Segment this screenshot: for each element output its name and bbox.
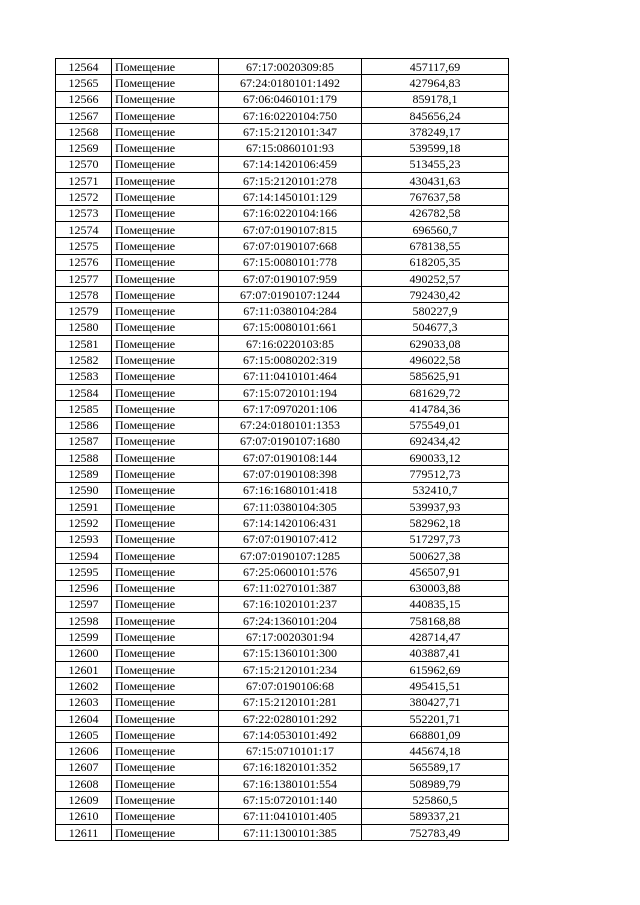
table-row	[56, 433, 509, 449]
row-number: 12607	[56, 759, 112, 775]
table-row	[56, 140, 509, 156]
table-row	[56, 499, 509, 515]
cadastral-number: 67:15:1360101:300	[219, 645, 362, 661]
object-type: Помещение	[112, 808, 219, 824]
cadastral-value: 580227,9	[362, 303, 509, 319]
cadastral-number: 67:16:1020101:237	[219, 596, 362, 612]
cadastral-number: 67:11:0380104:305	[219, 499, 362, 515]
cadastral-number: 67:15:0080202:319	[219, 352, 362, 368]
cadastral-value: 532410,7	[362, 482, 509, 498]
cadastral-number: 67:17:0020301:94	[219, 629, 362, 645]
row-number: 12610	[56, 808, 112, 824]
object-type: Помещение	[112, 694, 219, 710]
table-row	[56, 678, 509, 694]
cadastral-value: 517297,73	[362, 531, 509, 547]
object-type: Помещение	[112, 368, 219, 384]
row-number: 12565	[56, 75, 112, 91]
row-number: 12570	[56, 156, 112, 172]
object-type: Помещение	[112, 759, 219, 775]
cadastral-number: 67:15:2120101:281	[219, 694, 362, 710]
row-number: 12583	[56, 368, 112, 384]
cadastral-number: 67:15:0080101:661	[219, 319, 362, 335]
cadastral-value: 585625,91	[362, 368, 509, 384]
cadastral-value: 615962,69	[362, 661, 509, 677]
row-number: 12609	[56, 792, 112, 808]
row-number: 12569	[56, 140, 112, 156]
cadastral-number: 67:15:0710101:17	[219, 743, 362, 759]
table-row	[56, 156, 509, 172]
object-type: Помещение	[112, 613, 219, 629]
cadastral-number: 67:11:0270101:387	[219, 580, 362, 596]
cadastral-number: 67:07:0190107:1244	[219, 287, 362, 303]
row-number: 12606	[56, 743, 112, 759]
object-type: Помещение	[112, 482, 219, 498]
row-number: 12581	[56, 336, 112, 352]
table-row	[56, 401, 509, 417]
object-type: Помещение	[112, 596, 219, 612]
object-type: Помещение	[112, 303, 219, 319]
object-type: Помещение	[112, 238, 219, 254]
row-number: 12589	[56, 466, 112, 482]
row-number: 12564	[56, 59, 112, 75]
cadastral-number: 67:11:0380104:284	[219, 303, 362, 319]
cadastral-number: 67:07:0190108:144	[219, 450, 362, 466]
cadastral-number: 67:16:1380101:554	[219, 776, 362, 792]
row-number: 12582	[56, 352, 112, 368]
row-number: 12591	[56, 499, 112, 515]
cadastral-value: 582962,18	[362, 515, 509, 531]
object-type: Помещение	[112, 59, 219, 75]
table-row	[56, 564, 509, 580]
object-type: Помещение	[112, 156, 219, 172]
row-number: 12597	[56, 596, 112, 612]
table-row	[56, 254, 509, 270]
row-number: 12595	[56, 564, 112, 580]
cadastral-value: 414784,36	[362, 401, 509, 417]
cadastral-number: 67:14:1420106:459	[219, 156, 362, 172]
cadastral-value: 681629,72	[362, 384, 509, 400]
object-type: Помещение	[112, 466, 219, 482]
cadastral-value: 427964,83	[362, 75, 509, 91]
object-type: Помещение	[112, 645, 219, 661]
object-type: Помещение	[112, 205, 219, 221]
object-type: Помещение	[112, 352, 219, 368]
table-row	[56, 336, 509, 352]
cadastral-value: 428714,47	[362, 629, 509, 645]
cadastral-number: 67:07:0190107:668	[219, 238, 362, 254]
row-number: 12567	[56, 107, 112, 123]
object-type: Помещение	[112, 580, 219, 596]
cadastral-value: 490252,57	[362, 270, 509, 286]
object-type: Помещение	[112, 401, 219, 417]
table-row	[56, 743, 509, 759]
object-type: Помещение	[112, 678, 219, 694]
row-number: 12600	[56, 645, 112, 661]
object-type: Помещение	[112, 824, 219, 840]
cadastral-number: 67:16:0220103:85	[219, 336, 362, 352]
cadastral-value: 378249,17	[362, 124, 509, 140]
cadastral-value: 403887,41	[362, 645, 509, 661]
cadastral-value: 629033,08	[362, 336, 509, 352]
cadastral-value: 430431,63	[362, 173, 509, 189]
cadastral-number: 67:22:0280101:292	[219, 710, 362, 726]
table-row	[56, 221, 509, 237]
cadastral-number: 67:15:0720101:194	[219, 384, 362, 400]
object-type: Помещение	[112, 189, 219, 205]
cadastral-value: 696560,7	[362, 221, 509, 237]
table-row	[56, 238, 509, 254]
cadastral-value: 767637,58	[362, 189, 509, 205]
cadastral-value: 457117,69	[362, 59, 509, 75]
row-number: 12608	[56, 776, 112, 792]
cadastral-number: 67:11:0410101:464	[219, 368, 362, 384]
table-row	[56, 792, 509, 808]
object-type: Помещение	[112, 254, 219, 270]
object-type: Помещение	[112, 661, 219, 677]
object-type: Помещение	[112, 564, 219, 580]
object-type: Помещение	[112, 91, 219, 107]
table-row	[56, 482, 509, 498]
table-row	[56, 466, 509, 482]
cadastral-value: 792430,42	[362, 287, 509, 303]
cadastral-value: 589337,21	[362, 808, 509, 824]
table-row	[56, 515, 509, 531]
table-row	[56, 808, 509, 824]
cadastral-value: 456507,91	[362, 564, 509, 580]
object-type: Помещение	[112, 384, 219, 400]
row-number: 12584	[56, 384, 112, 400]
row-number: 12598	[56, 613, 112, 629]
object-type: Помещение	[112, 629, 219, 645]
cadastral-number: 67:24:1360101:204	[219, 613, 362, 629]
cadastral-number: 67:07:0190107:1680	[219, 433, 362, 449]
table-row	[56, 547, 509, 563]
cadastral-number: 67:24:0180101:1492	[219, 75, 362, 91]
object-type: Помещение	[112, 319, 219, 335]
row-number: 12590	[56, 482, 112, 498]
object-type: Помещение	[112, 710, 219, 726]
cadastral-number: 67:14:0530101:492	[219, 727, 362, 743]
cadastral-value: 539937,93	[362, 499, 509, 515]
cadastral-number: 67:07:0190106:68	[219, 678, 362, 694]
cadastral-value: 508989,79	[362, 776, 509, 792]
cadastral-value: 690033,12	[362, 450, 509, 466]
table-row	[56, 531, 509, 547]
row-number: 12592	[56, 515, 112, 531]
cadastral-number: 67:06:0460101:179	[219, 91, 362, 107]
cadastral-value: 630003,88	[362, 580, 509, 596]
cadastral-number: 67:15:0860101:93	[219, 140, 362, 156]
row-number: 12566	[56, 91, 112, 107]
row-number: 12611	[56, 824, 112, 840]
table-row	[56, 776, 509, 792]
table-row	[56, 270, 509, 286]
cadastral-value: 539599,18	[362, 140, 509, 156]
cadastral-number: 67:11:1300101:385	[219, 824, 362, 840]
object-type: Помещение	[112, 107, 219, 123]
cadastral-number: 67:11:0410101:405	[219, 808, 362, 824]
cadastral-value: 668801,09	[362, 727, 509, 743]
table-row	[56, 824, 509, 840]
row-number: 12594	[56, 547, 112, 563]
object-type: Помещение	[112, 792, 219, 808]
object-type: Помещение	[112, 417, 219, 433]
table-row	[56, 759, 509, 775]
cadastral-value: 426782,58	[362, 205, 509, 221]
table-row	[56, 59, 509, 75]
row-number: 12604	[56, 710, 112, 726]
row-number: 12599	[56, 629, 112, 645]
object-type: Помещение	[112, 547, 219, 563]
cadastral-number: 67:17:0020309:85	[219, 59, 362, 75]
cadastral-number: 67:15:0720101:140	[219, 792, 362, 808]
table-row	[56, 580, 509, 596]
cadastral-value: 496022,58	[362, 352, 509, 368]
cadastral-value: 440835,15	[362, 596, 509, 612]
cadastral-value: 380427,71	[362, 694, 509, 710]
row-number: 12578	[56, 287, 112, 303]
row-number: 12605	[56, 727, 112, 743]
cadastral-value: 618205,35	[362, 254, 509, 270]
cadastral-number: 67:14:1420106:431	[219, 515, 362, 531]
cadastral-value: 565589,17	[362, 759, 509, 775]
cadastral-number: 67:07:0190107:412	[219, 531, 362, 547]
row-number: 12587	[56, 433, 112, 449]
cadastral-number: 67:07:0190107:1285	[219, 547, 362, 563]
cadastral-number: 67:07:0190107:815	[219, 221, 362, 237]
object-type: Помещение	[112, 743, 219, 759]
table-row	[56, 91, 509, 107]
table-row	[56, 368, 509, 384]
table-row	[56, 694, 509, 710]
table-row	[56, 107, 509, 123]
cadastral-number: 67:17:0970201:106	[219, 401, 362, 417]
cadastral-value: 504677,3	[362, 319, 509, 335]
row-number: 12586	[56, 417, 112, 433]
object-type: Помещение	[112, 515, 219, 531]
table-row	[56, 629, 509, 645]
cadastral-number: 67:25:0600101:576	[219, 564, 362, 580]
row-number: 12596	[56, 580, 112, 596]
cadastral-number: 67:15:2120101:234	[219, 661, 362, 677]
row-number: 12585	[56, 401, 112, 417]
table-row	[56, 613, 509, 629]
object-type: Помещение	[112, 173, 219, 189]
cadastral-number: 67:15:2120101:347	[219, 124, 362, 140]
object-type: Помещение	[112, 336, 219, 352]
cadastral-number: 67:14:1450101:129	[219, 189, 362, 205]
cadastral-number: 67:16:1820101:352	[219, 759, 362, 775]
cadastral-number: 67:15:0080101:778	[219, 254, 362, 270]
object-type: Помещение	[112, 124, 219, 140]
row-number: 12577	[56, 270, 112, 286]
cadastral-number: 67:16:0220104:166	[219, 205, 362, 221]
table-row	[56, 173, 509, 189]
row-number: 12603	[56, 694, 112, 710]
object-type: Помещение	[112, 140, 219, 156]
table-row	[56, 417, 509, 433]
cadastral-value: 500627,38	[362, 547, 509, 563]
table-row	[56, 287, 509, 303]
table-row	[56, 450, 509, 466]
cadastral-value: 513455,23	[362, 156, 509, 172]
table-row	[56, 124, 509, 140]
cadastral-number: 67:15:2120101:278	[219, 173, 362, 189]
table-row	[56, 727, 509, 743]
cadastral-value: 692434,42	[362, 433, 509, 449]
object-type: Помещение	[112, 499, 219, 515]
cadastral-number: 67:07:0190108:398	[219, 466, 362, 482]
cadastral-number: 67:24:0180101:1353	[219, 417, 362, 433]
table-row	[56, 205, 509, 221]
cadastral-value: 752783,49	[362, 824, 509, 840]
row-number: 12575	[56, 238, 112, 254]
row-number: 12571	[56, 173, 112, 189]
object-type: Помещение	[112, 531, 219, 547]
table-row	[56, 75, 509, 91]
cadastral-number: 67:16:0220104:750	[219, 107, 362, 123]
cadastral-value: 575549,01	[362, 417, 509, 433]
row-number: 12601	[56, 661, 112, 677]
table-row	[56, 661, 509, 677]
table-body	[56, 59, 509, 841]
row-number: 12573	[56, 205, 112, 221]
cadastral-value: 552201,71	[362, 710, 509, 726]
table-row	[56, 303, 509, 319]
cadastral-value: 859178,1	[362, 91, 509, 107]
object-type: Помещение	[112, 450, 219, 466]
table-row	[56, 352, 509, 368]
cadastral-value: 779512,73	[362, 466, 509, 482]
row-number: 12568	[56, 124, 112, 140]
object-type: Помещение	[112, 287, 219, 303]
row-number: 12593	[56, 531, 112, 547]
cadastral-value: 445674,18	[362, 743, 509, 759]
table-row	[56, 384, 509, 400]
row-number: 12574	[56, 221, 112, 237]
object-type: Помещение	[112, 221, 219, 237]
table-row	[56, 319, 509, 335]
row-number: 12602	[56, 678, 112, 694]
row-number: 12579	[56, 303, 112, 319]
cadastral-value: 845656,24	[362, 107, 509, 123]
table-row	[56, 645, 509, 661]
table-row	[56, 189, 509, 205]
cadastral-value: 758168,88	[362, 613, 509, 629]
table-row	[56, 710, 509, 726]
row-number: 12572	[56, 189, 112, 205]
row-number: 12588	[56, 450, 112, 466]
object-type: Помещение	[112, 75, 219, 91]
cadastral-value: 525860,5	[362, 792, 509, 808]
row-number: 12580	[56, 319, 112, 335]
row-number: 12576	[56, 254, 112, 270]
cadastral-number: 67:16:1680101:418	[219, 482, 362, 498]
object-type: Помещение	[112, 433, 219, 449]
cadastral-value: 678138,55	[362, 238, 509, 254]
object-type: Помещение	[112, 727, 219, 743]
table-row	[56, 596, 509, 612]
object-type: Помещение	[112, 270, 219, 286]
cadastral-value-table	[55, 58, 509, 841]
object-type: Помещение	[112, 776, 219, 792]
cadastral-number: 67:07:0190107:959	[219, 270, 362, 286]
cadastral-value: 495415,51	[362, 678, 509, 694]
